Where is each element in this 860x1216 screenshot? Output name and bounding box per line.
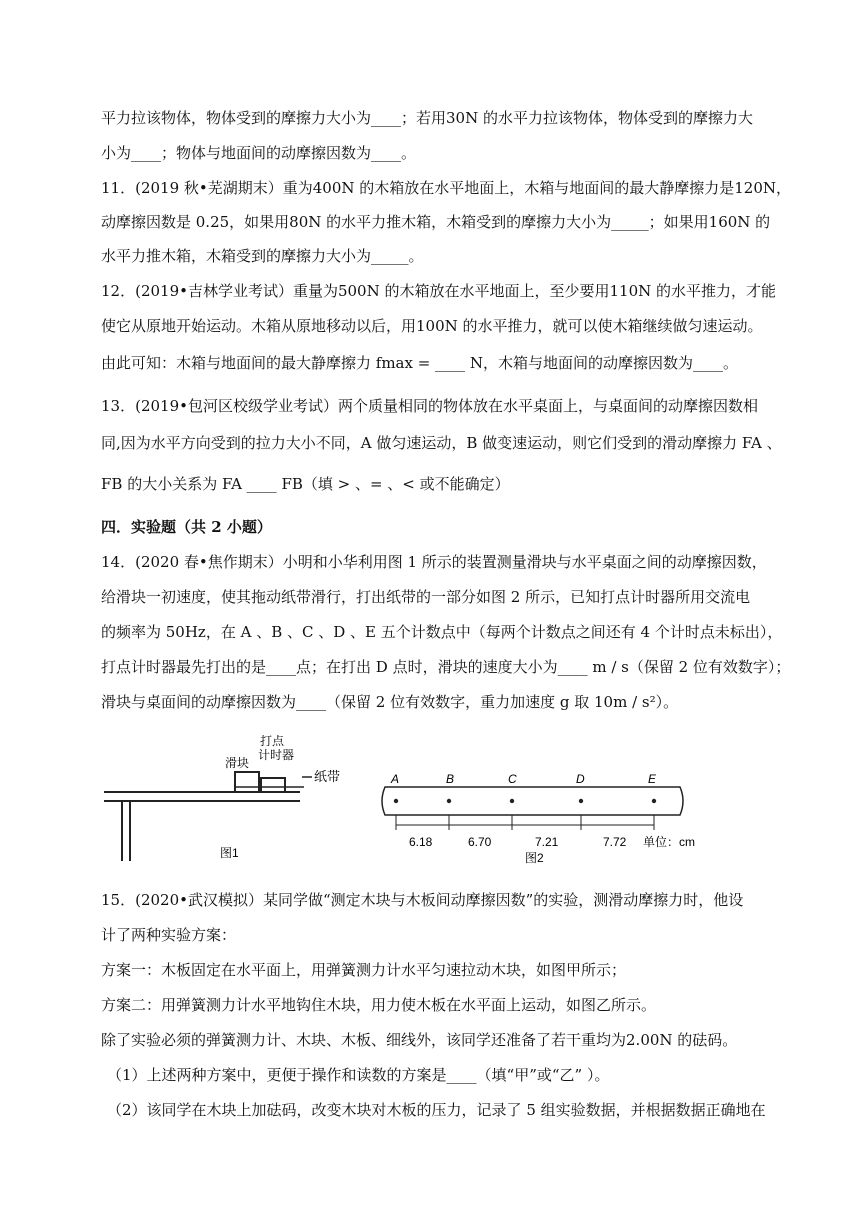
distance-cd: 7.21 xyxy=(535,835,559,849)
question-14: 14．(2020 春•焦作期末）小明和小华利用图 1 所示的装置测量滑块与水平桌面之间的动摩擦因数， xyxy=(101,553,767,571)
sub-question-2: （2）该同学在木块上加砝码，改变木块对木板的压力，记录了 5 组实验数据，并根据数据正确地在 xyxy=(107,1101,766,1119)
figure-2-caption: 图2 xyxy=(525,851,544,865)
dimension-lines xyxy=(396,815,654,830)
figure-2-paper-tape xyxy=(375,770,705,865)
text-line: 打点计时器最先打出的是____点；在打出 D 点时，滑块的速度大小为____ m / s（保留 2 位有效数字）； xyxy=(101,658,791,676)
point-label-b: B xyxy=(446,772,455,786)
text-line: 小为____；物体与地面间的动摩擦因数为____。 xyxy=(101,144,417,162)
text-line: 水平力推木箱，木箱受到的摩擦力大小为_____。 xyxy=(101,247,424,265)
text-line: 动摩擦因数是 0.25，如果用80N 的水平力推木箱，木箱受到的摩擦力大小为_____；如果用160N 的 xyxy=(101,213,771,231)
text-line: 由此可知：木箱与地面间的最大静摩擦力 fmax = ____ N，木箱与地面间的动摩擦因数为____。 xyxy=(101,354,738,372)
timer-label: 打点 xyxy=(260,735,285,748)
text-line: 计了两种实验方案： xyxy=(101,926,237,944)
slider-block xyxy=(235,772,259,792)
figure-1-caption: 图1 xyxy=(220,846,239,860)
text-line: 方案一：木板固定在水平面上，用弹簧测力计水平匀速拉动木块，如图甲所示； xyxy=(101,961,627,979)
point-label-d: D xyxy=(576,772,585,786)
figure-1-apparatus xyxy=(100,735,310,865)
tape-pointer xyxy=(300,765,360,785)
text-line: 的频率为 50Hz，在 A 、B 、C 、D 、E 五个计数点中（每两个计数点之间还有 4 个计时点未标出）， xyxy=(101,623,783,641)
text-line: 给滑块一初速度，使其拖动纸带滑行，打出纸带的一部分如图 2 所示，已知打点计时器所用交流电 xyxy=(101,588,751,606)
text-line: 同,因为水平方向受到的拉力大小不同，A 做匀速运动，B 做变速运动，则它们受到的滑动摩擦力 FA 、 xyxy=(101,434,782,452)
tape-label: 纸带 xyxy=(314,769,341,784)
slider-label: 滑块 xyxy=(225,756,250,770)
text-line: 使它从原地开始运动。木箱从原地移动以后，用100N 的水平推力，就可以使木箱继续做匀速运动。 xyxy=(101,317,763,335)
tape-dot xyxy=(510,799,514,803)
tape-outline xyxy=(382,787,683,815)
distance-bc: 6.70 xyxy=(468,835,492,849)
tape-dot xyxy=(447,799,451,803)
point-label-c: C xyxy=(508,772,517,786)
distance-ab: 6.18 xyxy=(409,835,433,849)
tape-dot xyxy=(579,799,583,803)
timer-label: 计时器 xyxy=(258,748,295,762)
distance-de: 7.72 xyxy=(603,835,627,849)
section-heading: 四．实验题（共 2 小题） xyxy=(101,518,272,536)
question-11: 11．(2019 秋•芜湖期末）重为400N 的木箱放在水平地面上，木箱与地面间的最大静摩擦力是120N， xyxy=(101,179,792,197)
text-line: 平力拉该物体，物体受到的摩擦力大小为____；若用30N 的水平力拉该物体，物体受到的摩擦力大 xyxy=(101,109,753,127)
text-line: FB 的大小关系为 FA ____ FB（填 > 、= 、< 或不能确定） xyxy=(101,475,510,493)
unit-label: 单位：cm xyxy=(643,835,695,849)
question-15: 15．(2020•武汉模拟）某同学做“测定木块与木板间动摩擦因数”的实验，测滑动摩擦力时，他设 xyxy=(101,891,744,909)
question-12: 12．(2019•吉林学业考试）重量为500N 的木箱放在水平地面上，至少要用110N 的水平推力，才能 xyxy=(101,282,777,300)
text-line: 滑块与桌面间的动摩擦因数为____（保留 2 位有效数字，重力加速度 g 取 10m / s²）。 xyxy=(101,693,679,711)
point-label-e: E xyxy=(648,772,657,786)
tape-dot xyxy=(394,799,398,803)
point-label-a: A xyxy=(391,772,400,786)
text-line: 方案二：用弹簧测力计水平地钩住木块，用力使木板在水平面上运动，如图乙所示。 xyxy=(101,996,657,1014)
timer-box xyxy=(261,778,285,792)
tape-dot xyxy=(652,799,656,803)
question-13: 13．(2019•包河区校级学业考试）两个质量相同的物体放在水平桌面上，与桌面间的动摩擦因数相 xyxy=(101,397,758,415)
sub-question-1: （1）上述两种方案中，更便于操作和读数的方案是____（填“甲”或“乙” ）。 xyxy=(107,1066,610,1084)
text-line: 除了实验必须的弹簧测力计、木块、木板、细线外，该同学还准备了若干重均为2.00N 的砝码。 xyxy=(101,1031,738,1049)
